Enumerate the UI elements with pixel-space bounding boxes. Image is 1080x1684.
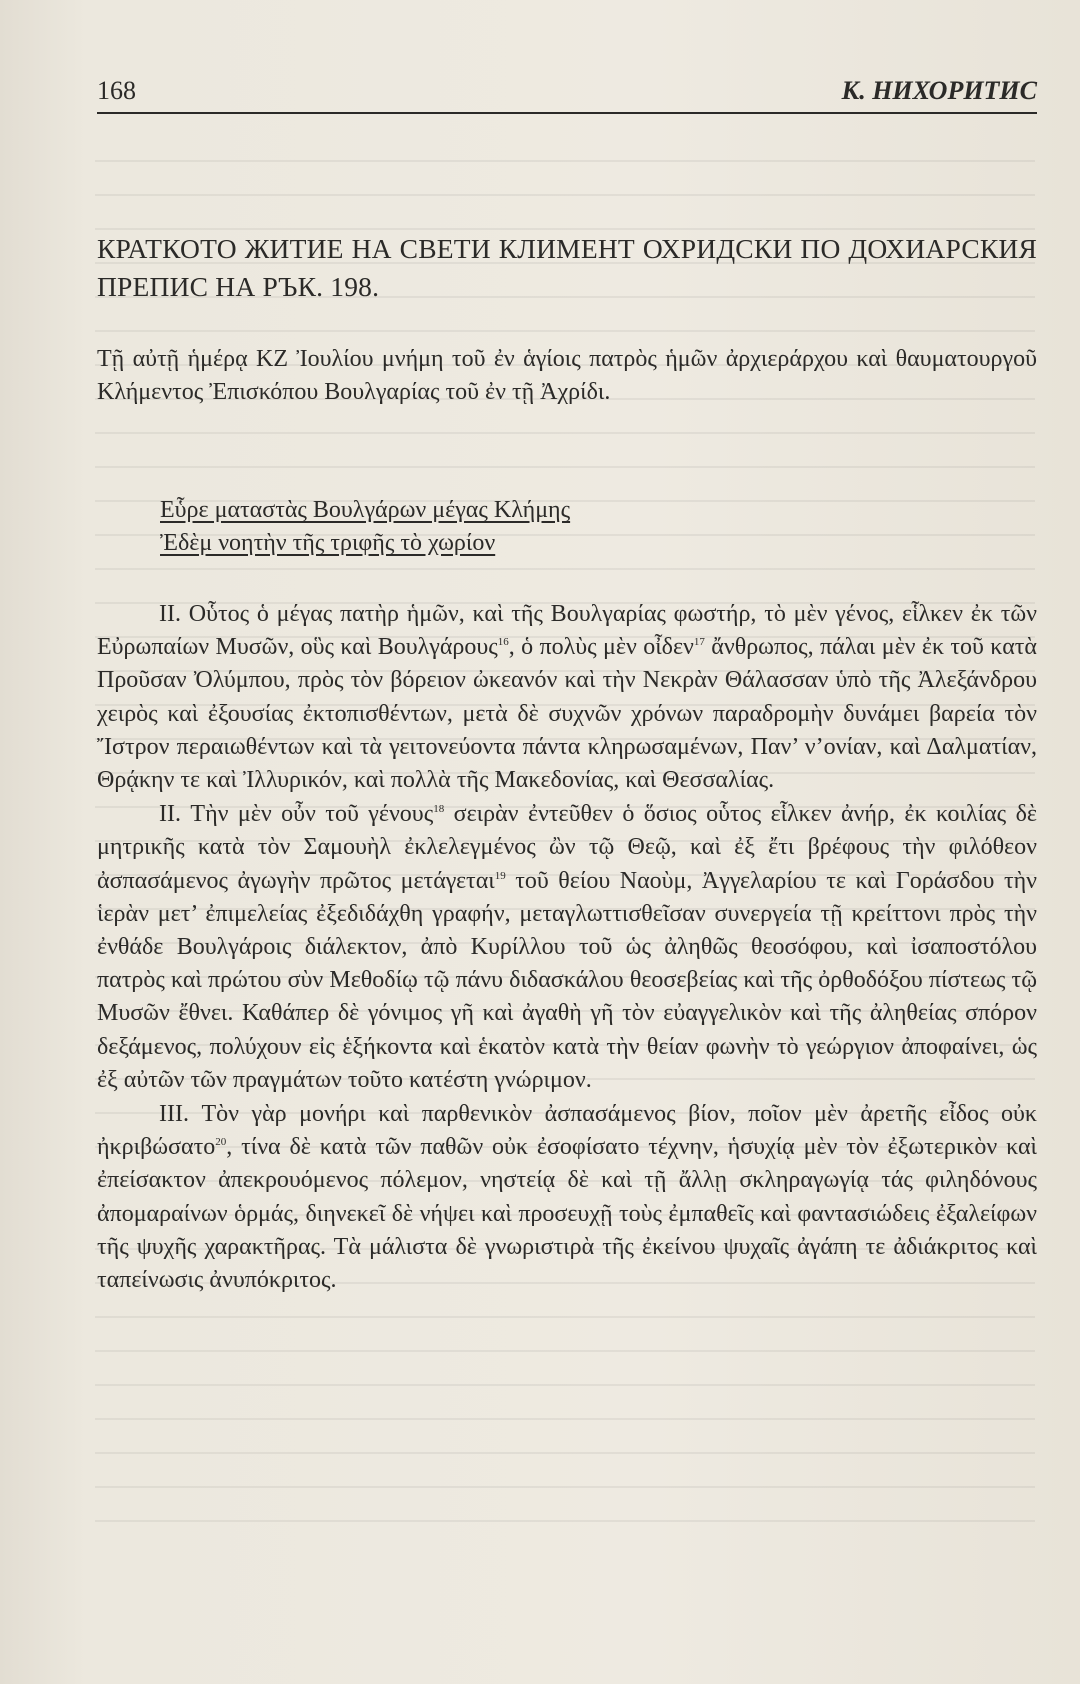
footnote-marker: 16 <box>497 636 509 649</box>
paragraph-text: III. Τὸν γὰρ μονήρι καὶ παρθενικὸν ἀσπασάμενος βίον, ποῖον μὲν ἀρετῆς εἶδος οὐκ ἠκριβώσατο <box>97 1101 1037 1161</box>
footnote-marker: 18 <box>433 803 445 816</box>
footnote-marker: 20 <box>215 1136 227 1149</box>
paragraph-text: σειρὰν ἐντεῦθεν ὁ ὅσιος οὗτος εἷλκεν ἀνήρ, ἐκ κοιλίας δὲ μητρικῆς κατὰ τὸν Σαμουὴλ ἐκλελεγμένος ὢν τῷ Θεῷ, καὶ ἐξ ἔτι βρέφους τὴν φιλόθεον ἀσπασάμενος ἀγωγὴν πρῶτος μετάγεται <box>97 801 1037 894</box>
body-text <box>97 598 1037 1297</box>
paragraph-text: , τίνα δὲ κατὰ τῶν παθῶν οὐκ ἐσοφίσατο τέχνην, ἡσυχίᾳ μὲν τὸν ἐξωτερικὸν καὶ ἐπείσακτον ἀπεκρουόμενος πόλεμον, νηστείᾳ δὲ καὶ τῇ ἄλλῃ σκληραγωγίᾳ τάς φιληδόνους ἀπομαραίνων ὁρμάς, διηνεκεῖ δὲ νήψει καὶ προσευχῇ τοὺς ἐμπαθεῖς καὶ φαντασιώδεις ἐξαλείφων τῆς ψυχῆς χαρακτῆρας. Τὰ μάλιστα δὲ γνωριστιρὰ τῆς ἐκείνου ψυχαῖς ἀγάπη τε ἀδιάκριτος καὶ ταπείνωσις ἀνυπόκριτος. <box>97 1134 1037 1294</box>
intro-paragraph: Τῇ αὐτῇ ἡμέρᾳ ΚΖ Ἰουλίου μνήμη τοῦ ἐν ἁγίοις πατρὸς ἡμῶν ἀρχιεράρχου καὶ θαυματουργοῦ Κλήμεντος Ἐπισκόπου Βουλγαρίας τοῦ ἐν τῇ Ἀχρίδι. <box>97 346 1037 406</box>
paragraph-text: II. Οὗτος ὁ μέγας πατὴρ ἡμῶν, καὶ τῆς Βουλγαρίας φωστήρ, τὸ μὲν γένος, εἷλκεν ἐκ τῶν Εὐρωπαίων Μυσῶν, οὓς καὶ Βουλγάρους <box>97 601 1037 661</box>
running-header <box>97 72 1037 114</box>
footnote-marker: 19 <box>494 869 506 882</box>
paragraph-text: ἄνθρωπος, πάλαι μὲν ἐκ τοῦ κατὰ Προῦσαν Ὀλύμπου, πρὸς τὸν βόρειον ὠκεανόν καὶ τὴν Νεκρὰν Θάλασσαν ὑπὸ τῆς Ἀλεξάνδρου χειρὸς καὶ ἐξουσίας ἐκτοπισθέντων, μετὰ δὲ συχνῶν χρόνων παραδρομὴν δυνάμει βαρεία τὸν Ἴστρον περαιωθέντων καὶ τὰ γειτονεύοντα πάντα κληρωσαμένων, Παν’ ν’ονίαν, καὶ Δαλματίαν, Θρᾴκην τε καὶ Ἰλλυρικόν, καὶ πολλὰ τῆς Μακεδονίας, καὶ Θεσσαλίας. <box>97 634 1037 794</box>
verse-line: Εὗρε ματαστὰς Βουλγάρων μέγας Κλήμης <box>160 497 571 523</box>
verse-line: Ἐδὲμ νοητὴν τῆς τριφῆς τὸ χωρίον <box>160 530 496 556</box>
footnote-marker: 17 <box>693 636 705 649</box>
chapter-title: КРАТКОТО ЖИТИЕ НА СВЕТИ КЛИМЕНТ ОХРИДСКИ ПО ДОХИАРСКИЯ ПРЕПИС НА РЪК. 198. <box>97 233 1037 302</box>
verse-block <box>160 494 570 560</box>
body-paragraph <box>97 598 1037 797</box>
paragraph-text: II. Τὴν μὲν οὖν τοῦ γένους <box>159 801 434 828</box>
paragraph-text: τοῦ θείου Ναοὺμ, Ἀγγελαρίου τε καὶ Γοράσδου τὴν ἱερὰν μετ’ ἐπιμελείας ἐξεδιδάχθη γραφήν, μεταγλωττισθεῖσαν συνεργεία τῇ κρείττονι πρὸς τὴν ἐνθάδε Βουλγάροις διάλεκτον, ἀπὸ Κυρίλλου τοῦ ὡς ἀληθῶς θεοσόφου, καὶ ἰσαποστόλου πατρὸς καὶ πρώτου σὺν Μεθοδίῳ τῷ πάνυ διδασκάλου θεοσεβείας καὶ τῆς ὀρθοδόξου πίστεως τῷ Μυσῶν ἔθνει. Καθάπερ δὲ γόνιμος γῆ καὶ ἀγαθὴ γῆ τὸν εὐαγγελικὸν καὶ τῆς ἀληθείας σπόρον δεξάμενος, πολύχουν εἰς ἑξήκοντα καὶ ἑκατὸν κατὰ τὴν θείαν φωνὴν τὸ γεώργιον ἀποφαίνει, ὡς ἐξ αὐτῶν τῶν πραγμάτων τοῦτο κατέστη γνώριμον. <box>97 867 1038 1093</box>
page-number: 168 <box>97 76 136 105</box>
body-paragraph <box>97 798 1037 1097</box>
running-title: К. НИХОРИТИС <box>841 76 1037 105</box>
paragraph-text: , ὁ πολὺς μὲν οἶδεν <box>508 634 694 661</box>
body-paragraph <box>97 1098 1037 1297</box>
